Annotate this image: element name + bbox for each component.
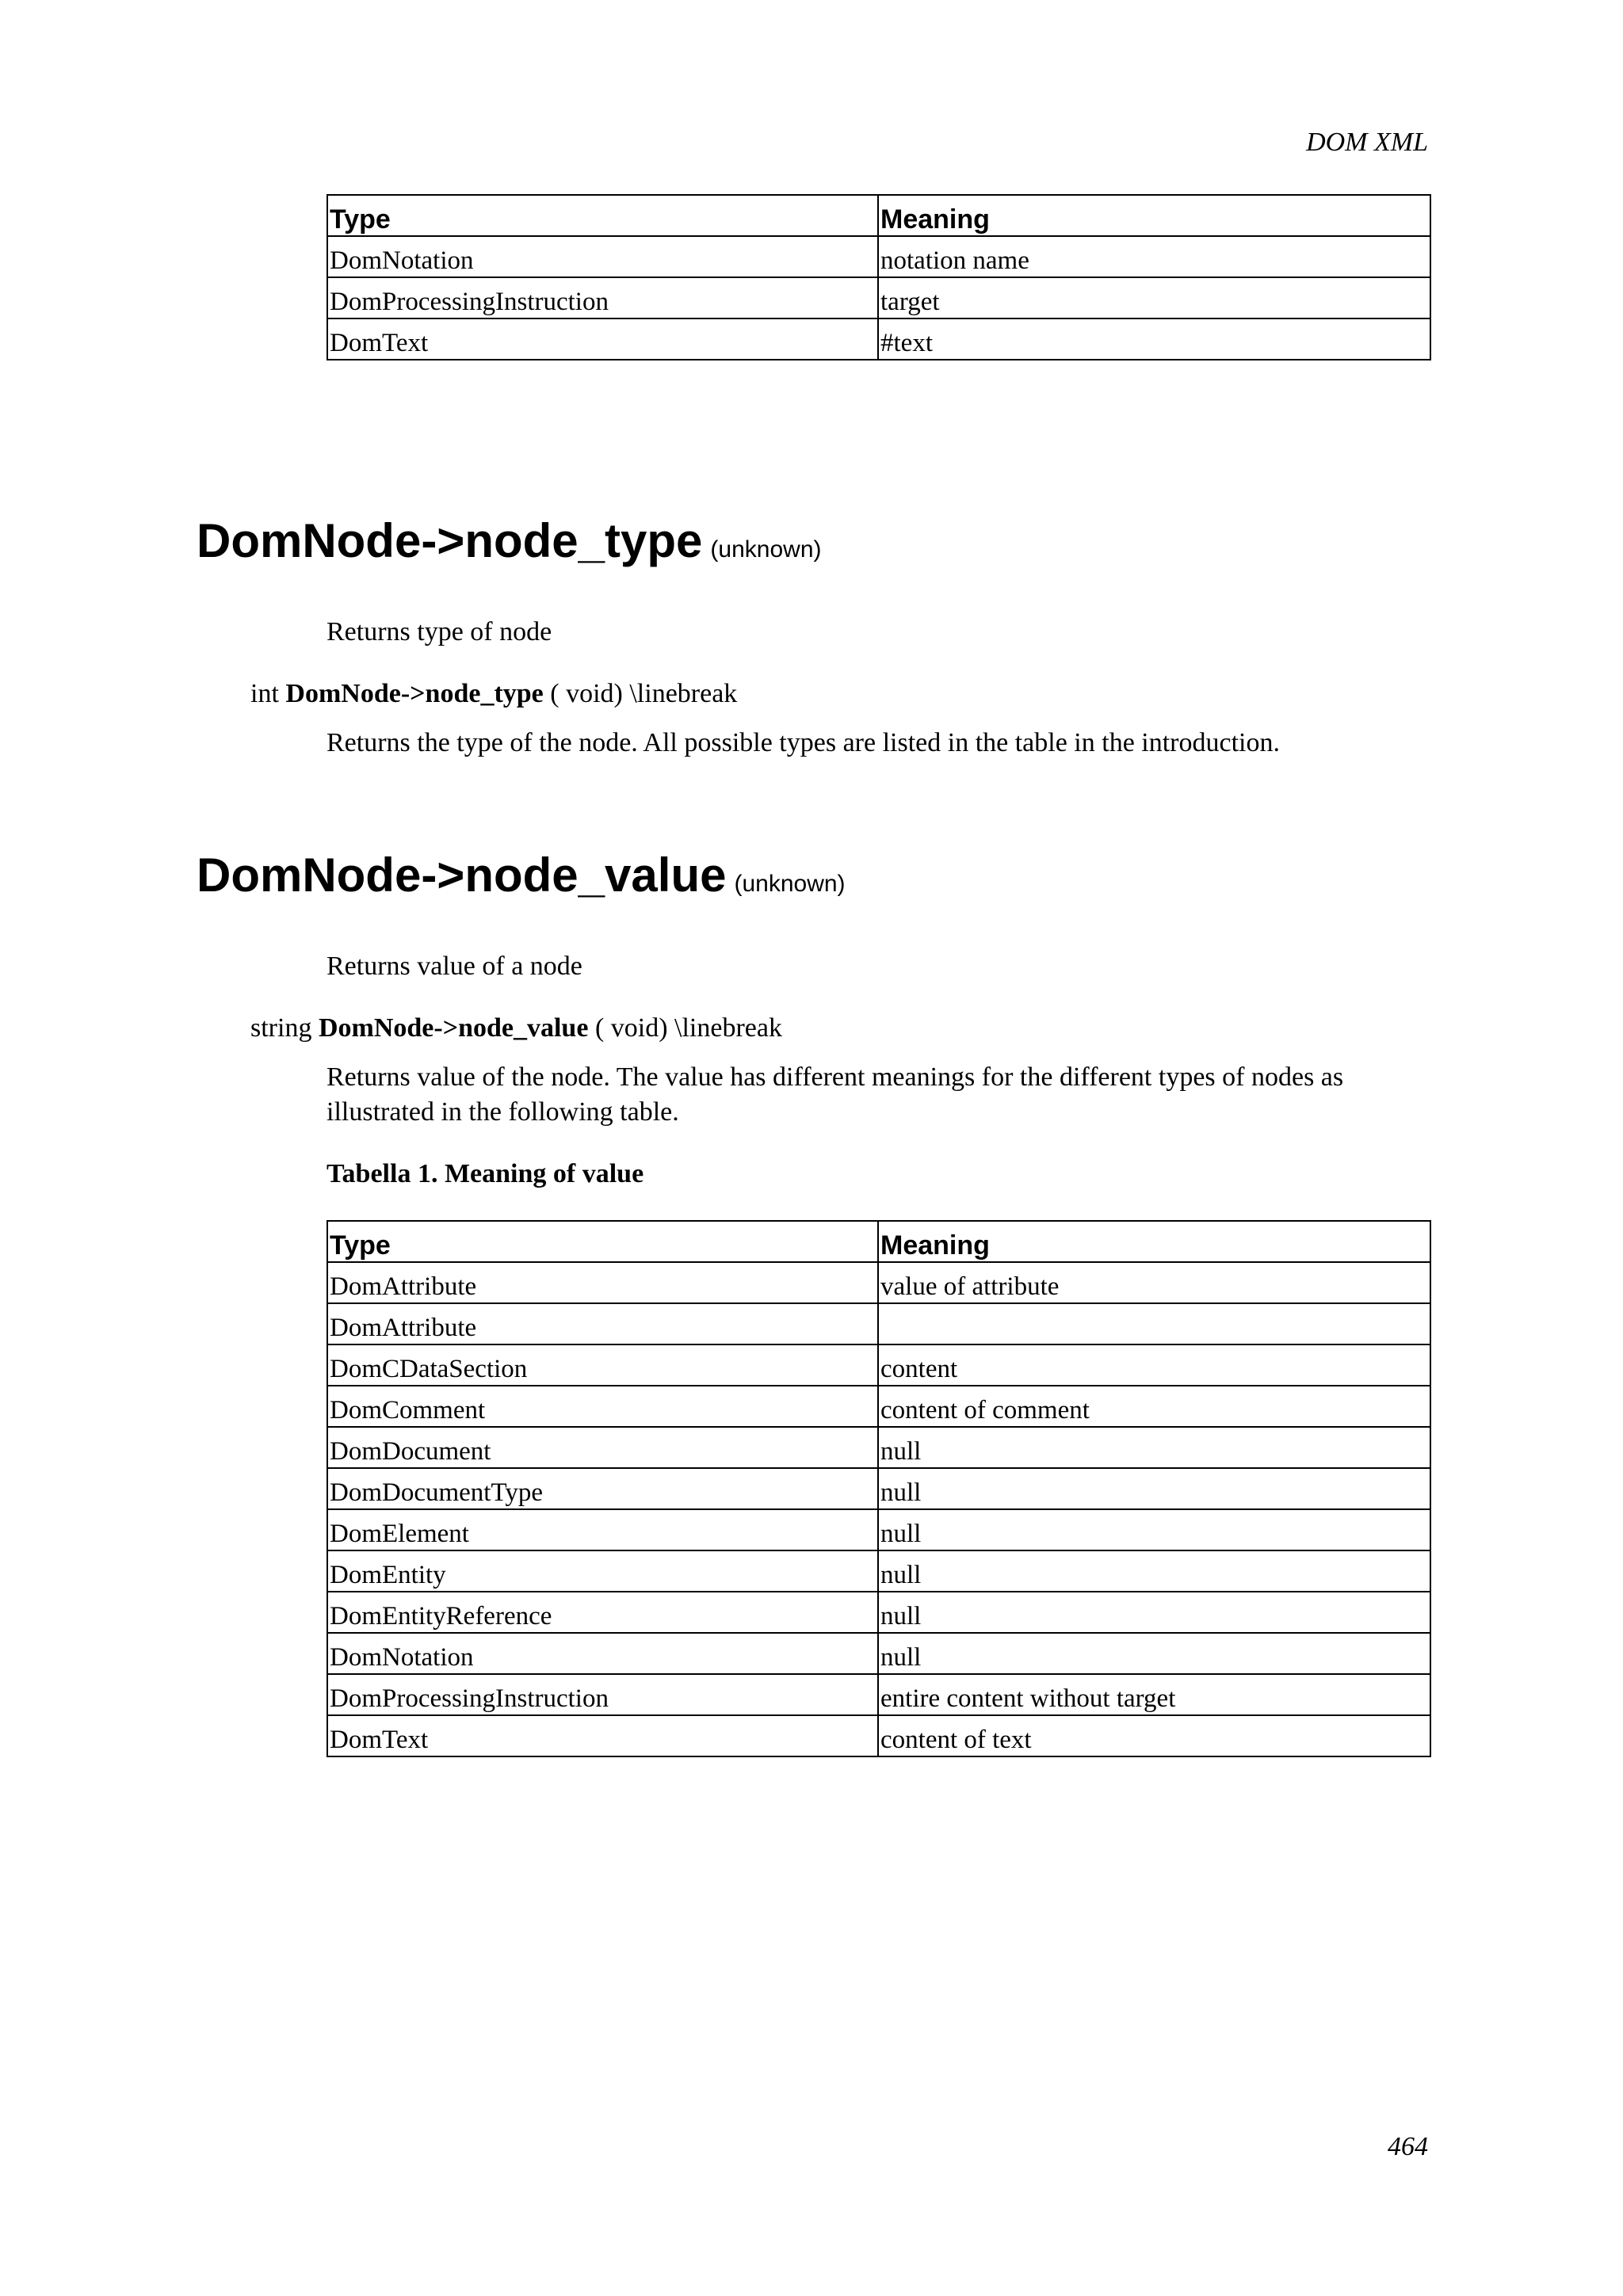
column-header-type: Type <box>327 195 878 236</box>
purpose-node-value: Returns value of a node <box>327 952 582 981</box>
synopsis-node-type <box>250 677 737 711</box>
meaning-cell: content of comment <box>878 1386 1430 1427</box>
type-cell: DomText <box>327 318 878 360</box>
table-row <box>327 1427 1430 1468</box>
type-cell: DomEntityReference <box>327 1592 878 1633</box>
meaning-cell <box>878 1303 1430 1344</box>
table-row <box>327 1303 1430 1344</box>
table-header-row <box>327 1221 1430 1262</box>
table-row <box>327 1633 1430 1674</box>
description-node-value: Returns value of the node. The value has different meanings for the different types of nodes as illustrated in the following table. <box>327 1062 1344 1127</box>
meaning-cell: null <box>878 1468 1430 1509</box>
meaning-cell: #text <box>878 318 1430 360</box>
meaning-cell: null <box>878 1550 1430 1592</box>
description-node-type: Returns the type of the node. All possible types are listed in the table in the introduction. <box>327 728 1280 757</box>
meaning-cell: null <box>878 1633 1430 1674</box>
synopsis-node-value <box>250 1011 782 1046</box>
purpose-node-type: Returns type of node <box>327 617 552 646</box>
type-cell: DomElement <box>327 1509 878 1550</box>
function-title: DomNode->node_type <box>197 514 703 567</box>
function-name: DomNode->node_value <box>318 1013 589 1043</box>
column-header-meaning: Meaning <box>878 195 1430 236</box>
table-header-row <box>327 195 1430 236</box>
node-name-table-continued <box>327 194 1431 360</box>
type-cell: DomCDataSection <box>327 1344 878 1386</box>
type-cell: DomProcessingInstruction <box>327 277 878 318</box>
type-cell: DomEntity <box>327 1550 878 1592</box>
meaning-cell: content of text <box>878 1715 1430 1756</box>
type-cell: DomNotation <box>327 1633 878 1674</box>
table-row <box>327 1550 1430 1592</box>
meaning-cell: null <box>878 1427 1430 1468</box>
version-note: (unknown) <box>734 871 846 897</box>
table-caption: Tabella 1. Meaning of value <box>327 1159 644 1188</box>
type-cell: DomAttribute <box>327 1303 878 1344</box>
page-number: 464 <box>1388 2132 1428 2161</box>
table-row <box>327 1509 1430 1550</box>
table-row <box>327 236 1430 277</box>
version-note: (unknown) <box>710 536 822 563</box>
running-header: DOM XML <box>1306 128 1428 157</box>
type-cell: DomText <box>327 1715 878 1756</box>
table-row <box>327 1386 1430 1427</box>
type-cell: DomDocument <box>327 1427 878 1468</box>
function-args: ( void) \linebreak <box>594 1013 782 1043</box>
section-title-node-value <box>197 848 846 912</box>
table-row <box>327 1344 1430 1386</box>
type-cell: DomNotation <box>327 236 878 277</box>
meaning-cell: null <box>878 1592 1430 1633</box>
function-args: ( void) \linebreak <box>550 679 738 708</box>
meaning-cell: content <box>878 1344 1430 1386</box>
return-type: string <box>250 1013 312 1043</box>
meaning-cell: null <box>878 1509 1430 1550</box>
table-row <box>327 1592 1430 1633</box>
column-header-meaning: Meaning <box>878 1221 1430 1262</box>
type-cell: DomAttribute <box>327 1262 878 1303</box>
type-cell: DomComment <box>327 1386 878 1427</box>
return-type: int <box>250 679 279 708</box>
section-title-node-type <box>197 513 822 578</box>
table-row <box>327 277 1430 318</box>
type-cell: DomDocumentType <box>327 1468 878 1509</box>
function-title: DomNode->node_value <box>197 849 727 902</box>
table-row <box>327 1468 1430 1509</box>
table-row <box>327 1715 1430 1756</box>
type-cell: DomProcessingInstruction <box>327 1674 878 1715</box>
meaning-cell: entire content without target <box>878 1674 1430 1715</box>
meaning-of-value-table <box>327 1220 1431 1757</box>
meaning-cell: notation name <box>878 236 1430 277</box>
table-row <box>327 1674 1430 1715</box>
column-header-type: Type <box>327 1221 878 1262</box>
table-row <box>327 318 1430 360</box>
meaning-cell: value of attribute <box>878 1262 1430 1303</box>
meaning-cell: target <box>878 277 1430 318</box>
function-name: DomNode->node_type <box>285 679 544 708</box>
table-row <box>327 1262 1430 1303</box>
